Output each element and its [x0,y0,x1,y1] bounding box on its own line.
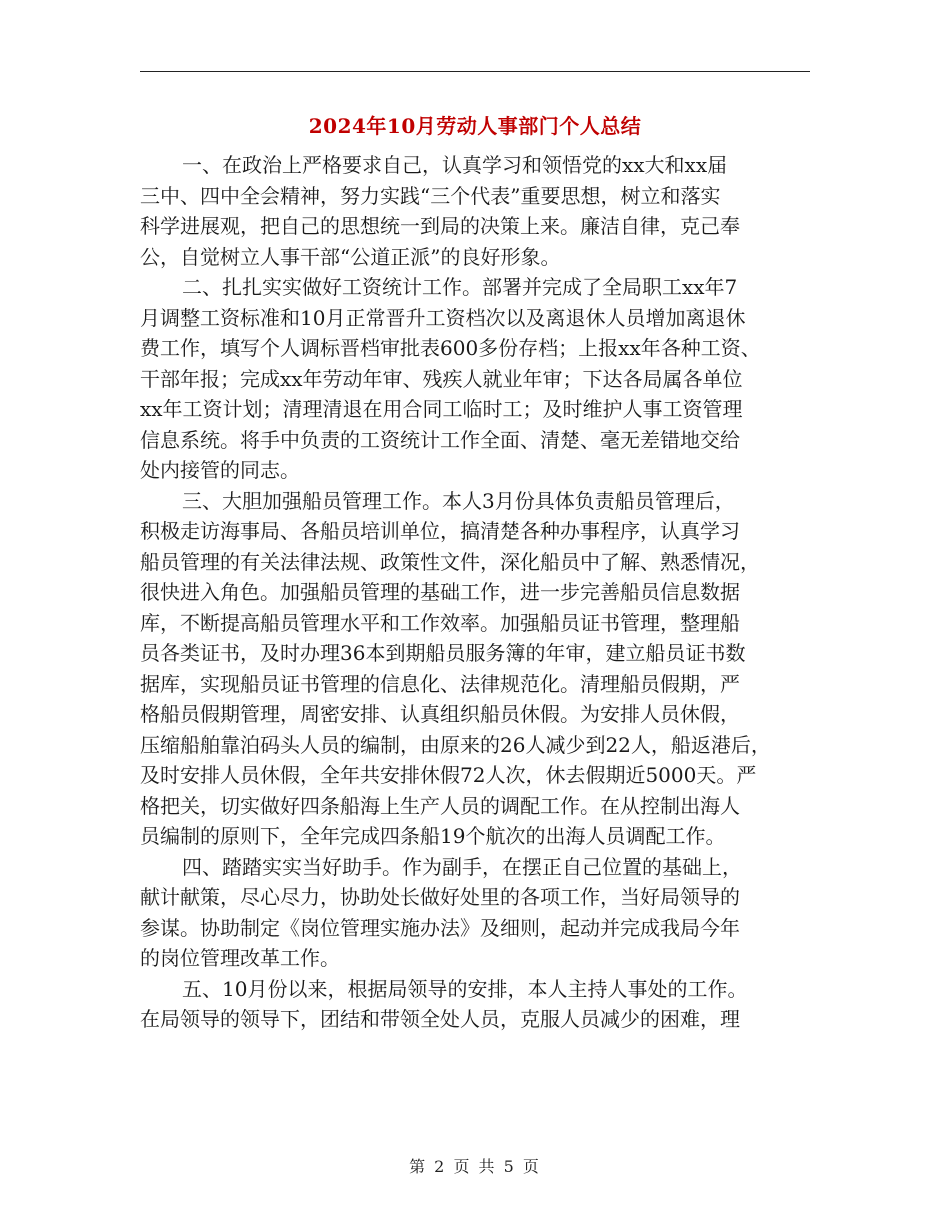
text-line: 及时安排人员休假，全年共安排休假72人次，休去假期近5000天。严 [140,763,757,787]
text-line: 干部年报；完成xx年劳动年审、残疾人就业年审；下达各局属各单位 [140,366,743,391]
text-line: 二、扎扎实实做好工资统计工作。部署并完成了全局职工xx年7 [182,275,738,299]
text-line: 格把关，切实做好四条船海上生产人员的调配工作。在从控制出海人 [140,793,740,818]
text-line: xx年工资计划；清理清退在用合同工临时工；及时维护人事工资管理 [140,397,743,421]
page-footer: 第 2 页 共 5 页 [409,1157,541,1176]
text-line: 五、10月份以来，根据局领导的安排，本人主持人事处的工作。 [182,976,748,1001]
text-line: 费工作，填写个人调标晋档审批表600多份存档；上报xx年各种工资、 [140,336,761,360]
paragraph [140,852,810,974]
text-line: 库，不断提高船员管理水平和工作效率。加强船员证书管理，整理船 [140,610,740,635]
text-line: 员各类证书，及时办理36本到期船员服务簿的年审，建立船员证书数 [140,641,746,665]
paragraph [140,974,810,1035]
header-rule [140,71,810,72]
text-line: 格船员假期管理，周密安排、认真组织船员休假。为安排人员休假， [140,702,740,726]
text-line: 三、大胆加强船员管理工作。本人3月份具体负责船员管理后， [182,488,735,513]
text-line: 三中、四中全会精神，努力实践“三个代表”重要思想，树立和落实 [140,183,721,208]
text-line: 的岗位管理改革工作。 [140,946,340,970]
text-line: 科学进展观，把自己的思想统一到局的决策上来。廉洁自律，克己奉 [140,214,740,238]
text-line: 很快进入角色。加强船员管理的基础工作，进一步完善船员信息数据 [140,580,740,604]
text-line: 四、踏踏实实当好助手。作为副手，在摆正自己位置的基础上， [182,854,742,879]
text-line: 公，自觉树立人事干部“公道正派”的良好形象。 [140,244,561,269]
text-line: 参谋。协助制定《岗位管理实施办法》及细则，起动并完成我局今年 [140,915,740,940]
paragraph [140,486,810,852]
text-line: 信息系统。将手中负责的工资统计工作全面、清楚、毫无差错地交给 [140,427,740,452]
document-body [140,150,810,1035]
text-line: 在局领导的领导下，团结和带领全处人员，克服人员减少的困难，理 [140,1007,740,1031]
text-line: 处内接管的同志。 [140,458,300,482]
text-line: 船员管理的有关法律法规、政策性文件，深化船员中了解、熟悉情况， [140,549,760,574]
text-line: 积极走访海事局、各船员培训单位，搞清楚各种办事程序，认真学习 [140,519,740,543]
text-line: 一、在政治上严格要求自己，认真学习和领悟党的xx大和xx届 [182,153,728,177]
paragraph [140,150,810,272]
document-title: 2024年10月劳动人事部门个人总结 [308,114,642,138]
text-line: 员编制的原则下，全年完成四条船19个航次的出海人员调配工作。 [140,824,726,848]
text-line: 压缩船舶靠泊码头人员的编制，由原来的26人减少到22人，船返港后， [140,732,771,757]
paragraph [140,272,810,486]
text-line: 献计献策，尽心尽力，协助处长做好处里的各项工作，当好局领导的 [140,885,740,909]
text-line: 月调整工资标准和10月正常晋升工资档次以及离退休人员增加离退休 [140,305,746,330]
text-line: 据库，实现船员证书管理的信息化、法律规范化。清理船员假期，严 [140,671,740,696]
